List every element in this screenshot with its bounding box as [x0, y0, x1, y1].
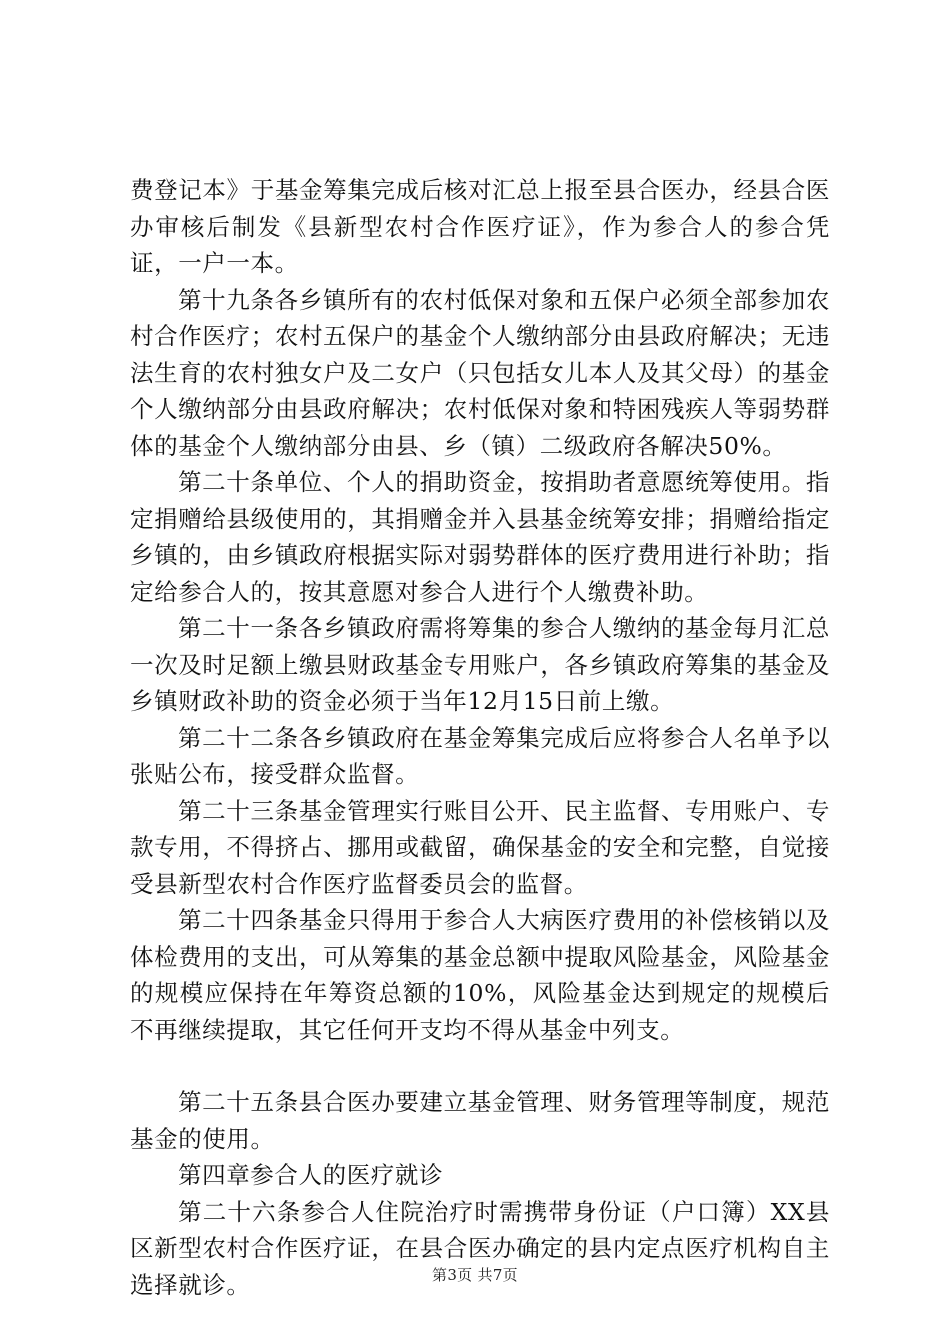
- paragraph-article-25: 第二十五条县合医办要建立基金管理、财务管理等制度，规范基金的使用。: [130, 1088, 830, 1153]
- paragraph-article-22: 第二十二条各乡镇政府在基金筹集完成后应将参合人名单予以张贴公布，接受群众监督。: [130, 723, 830, 788]
- chapter-heading: 第四章参合人的医疗就诊: [178, 1161, 444, 1189]
- paragraph-article-26: 第二十六条参合人住院治疗时需携带身份证（户口簿）XX县区新型农村合作医疗证，在县合医办确定的县内定点医疗机构自主选择就诊。: [130, 1197, 830, 1299]
- paragraph-article-20: 第二十条单位、个人的捐助资金，按捐助者意愿统筹使用。指定捐赠给县级使用的，其捐赠金并入县基金统筹安排；捐赠给指定乡镇的，由乡镇政府根据实际对弱势群体的医疗费用进行补助；指定给参合人的，按其意愿对参合人进行个人缴费补助。: [130, 468, 830, 606]
- paragraph-article-21: 第二十一条各乡镇政府需将筹集的参合人缴纳的基金每月汇总一次及时足额上缴县财政基金专用账户，各乡镇政府筹集的基金及乡镇财政补助的资金必须于当年12月15日前上缴。: [130, 614, 830, 715]
- paragraph-article-23: 第二十三条基金管理实行账目公开、民主监督、专用账户、专款专用，不得挤占、挪用或截留，确保基金的安全和完整，自觉接受县新型农村合作医疗监督委员会的监督。: [130, 796, 830, 898]
- paragraph-article-24: 第二十四条基金只得用于参合人大病医疗费用的补偿核销以及体检费用的支出，可从筹集的基金总额中提取风险基金，风险基金的规模应保持在年筹资总额的10%，风险基金达到规定的规模后不再继续提取，其它任何开支均不得从基金中列支。: [130, 906, 830, 1044]
- paragraph-article-19: 第十九条各乡镇所有的农村低保对象和五保户必须全部参加农村合作医疗；农村五保户的基金个人缴纳部分由县政府解决；无违法生育的农村独女户及二女户（只包括女儿本人及其父母）的基金个人缴纳部分由县政府解决；农村低保对象和特困残疾人等弱势群体的基金个人缴纳部分由县、乡（镇）二级政府各解决50%。: [130, 285, 830, 460]
- document-body: [130, 172, 830, 1303]
- paragraph-continuation: 费登记本》于基金筹集完成后核对汇总上报至县合医办，经县合医办审核后制发《县新型农村合作医疗证》，作为参合人的参合凭证，一户一本。: [130, 176, 830, 277]
- page-number-footer: 第3页 共7页: [432, 1266, 518, 1284]
